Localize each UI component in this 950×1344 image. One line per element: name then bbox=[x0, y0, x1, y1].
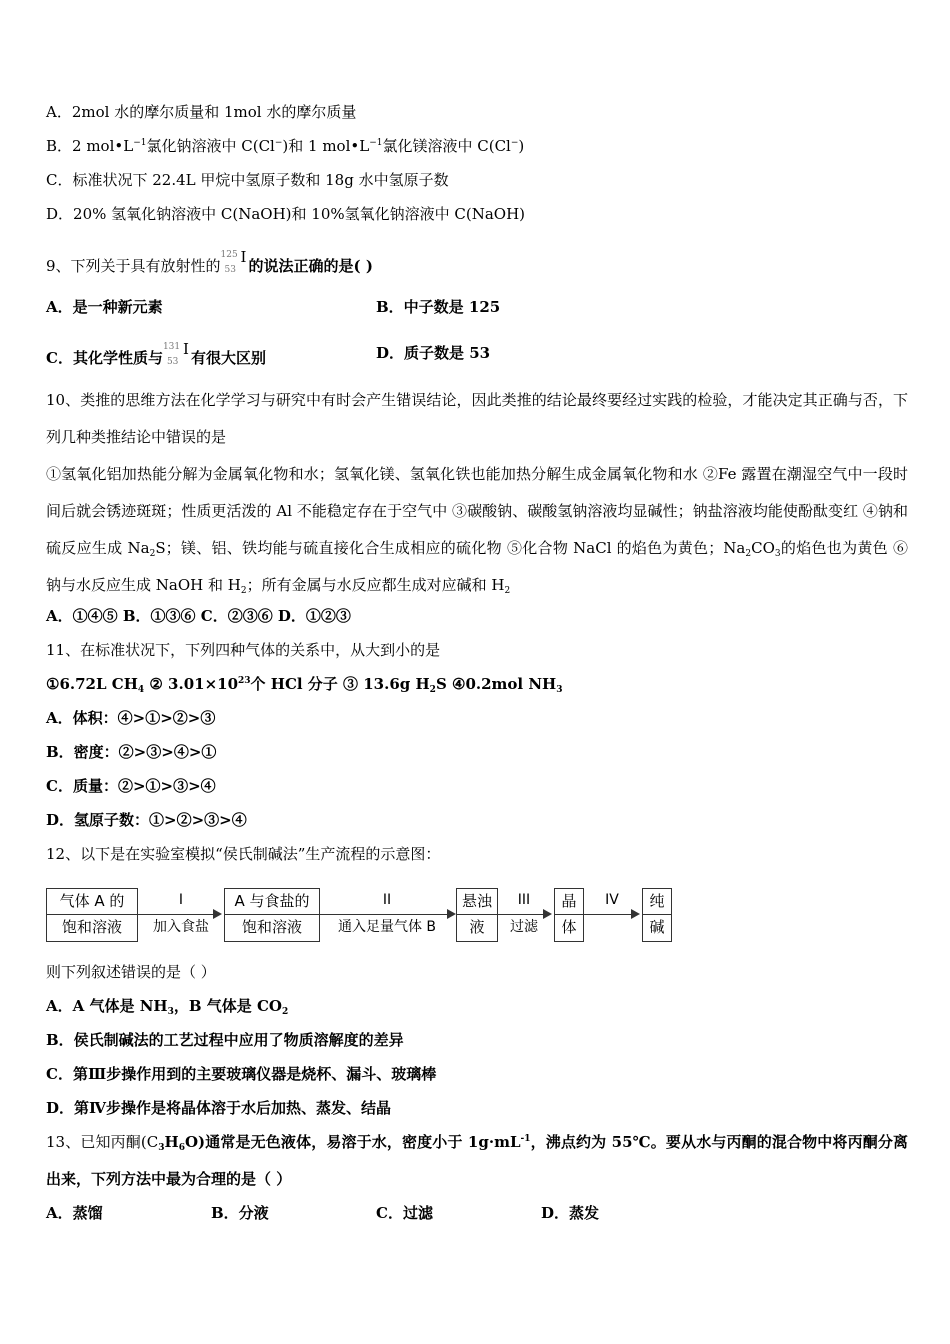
q13-option-b: B．分液 bbox=[211, 1204, 269, 1222]
q13-option-c: C．过滤 bbox=[376, 1204, 433, 1222]
q12-option-d: D．第Ⅳ步操作是将晶体溶于水后加热、蒸发、结晶 bbox=[46, 1099, 392, 1117]
q8-option-b: B．2 $mol•L^{-1}$氯化钠溶液中 C(Cl−)和 1 $mol•L^{-1}$氯化镁溶液中 C(Cl−) bbox=[46, 137, 525, 155]
flow-box-saturated-solution: A 与食盐的 饱和溶液 bbox=[224, 888, 320, 942]
q13-option-d: D．蒸发 bbox=[541, 1204, 600, 1222]
q9-option-c: C．其化学性质与 131 53 I 有很大区别 bbox=[46, 340, 266, 367]
q10-stem: 10、类推的思维方法在化学学习与研究中有时会产生错误结论，因此类推的结论最终要经过实践的检验，才能决定其正确与否，下列几种类推结论中错误的是 bbox=[46, 391, 908, 446]
q13-option-a: A．蒸馏 bbox=[46, 1204, 103, 1222]
q10-options: A．①④⑤ B．①③⑥ C．②③⑥ D．①②③ bbox=[46, 607, 351, 625]
flow-step3-num: III bbox=[517, 892, 531, 908]
q11-option-a: A．体积：④>①>②>③ bbox=[46, 709, 216, 727]
q13-stem: 13、已知丙酮$(C_3H_6O)$通常是无色液体，易溶于水，密度小于 $1g\cdot mL^{-1}$，沸点约为 55℃。要从水与丙酮的混合物中将丙酮分离出来，下列方法中最为合理的是（ ） bbox=[46, 1133, 908, 1188]
flow-step1-num: I bbox=[178, 892, 184, 908]
iodine-125-isotope: 125 53 I bbox=[220, 248, 247, 275]
q12-option-b: B．侯氏制碱法的工艺过程中应用了物质溶解度的差异 bbox=[46, 1031, 404, 1049]
flow-step2-num: II bbox=[382, 892, 392, 908]
flow-step2-text: 通入足量气体 B bbox=[337, 919, 437, 935]
q9-option-d: D．质子数是 53 bbox=[376, 344, 491, 362]
q11-option-b: B．密度：②>③>④>① bbox=[46, 743, 217, 761]
q12-stem: 12、以下是在实验室模拟“侯氏制碱法”生产流程的示意图： bbox=[46, 845, 441, 863]
q12-option-c: C．第Ⅲ步操作用到的主要玻璃仪器是烧杯、漏斗、玻璃棒 bbox=[46, 1065, 437, 1083]
q11-items: ①6.72L $CH_4$ ② $3.01\times 10^{23}$个 HCl 分子 ③ 13.6g $H_2S$ ④0.2mol $NH_3$ bbox=[46, 675, 563, 695]
q8-option-d: D．20% 氢氧化钠溶液中 C(NaOH)和 10%氢氧化钠溶液中 C(NaOH) bbox=[46, 205, 526, 223]
q10-body: ①氢氧化铝加热能分解为金属氧化物和水；氢氧化镁、氢氧化铁也能加热分解生成金属氧化物和水 ②Fe 露置在潮湿空气中一段时间后就会锈迹斑斑；性质更活泼的 Al 不能稳定存在于空气中 ③碳酸钠、碳酸氢钠溶液均显碱性；钠盐溶液均能使酚酞变红 ④钠和硫反应生成 $Na_2S$；镁、铝、铁均能与硫直接化合生成相应的硫化物 ⑤化合物 NaCl 的焰色为黄色；$Na_2CO_3$的焰色也为黄色 ⑥钠与水反应生成 NaOH 和 $H_2$；所有金属与水反应都生成对应碱和 $H_2$ bbox=[46, 465, 908, 596]
q11-option-d: D．氢原子数：①>②>③>④ bbox=[46, 811, 247, 829]
q9-option-b: B．中子数是 125 bbox=[376, 298, 501, 316]
flow-step4-num: IV bbox=[605, 892, 619, 908]
process-flow-diagram bbox=[46, 882, 676, 940]
q9-option-a: A．是一种新元素 bbox=[46, 298, 163, 316]
flow-box-soda-ash: 纯 碱 bbox=[642, 888, 672, 942]
q9-stem: 9、下列关于具有放射性的 125 53 I 的说法正确的是( ) bbox=[46, 248, 373, 275]
q12-option-a: A．A 气体是 $NH_3$，B 气体是 $CO_2$ bbox=[46, 997, 289, 1017]
q8-option-c: C．标准状况下 22.4L 甲烷中氢原子数和 18g 水中氢原子数 bbox=[46, 171, 449, 189]
flow-step3-text: 过滤 bbox=[510, 919, 538, 935]
q11-option-c: C．质量：②>①>③>④ bbox=[46, 777, 216, 795]
flow-box-gas-a: 气体 A 的 饱和溶液 bbox=[46, 888, 138, 942]
iodine-131-isotope: 131 53 I bbox=[162, 340, 189, 367]
flow-arrow-4 bbox=[584, 914, 638, 915]
q12-question: 则下列叙述错误的是（ ） bbox=[46, 963, 216, 981]
q11-stem: 11、在标准状况下，下列四种气体的关系中，从大到小的是 bbox=[46, 641, 441, 659]
flow-step1-text: 加入食盐 bbox=[153, 919, 209, 935]
flow-box-crystal: 晶 体 bbox=[554, 888, 584, 942]
flow-box-suspension: 悬浊 液 bbox=[456, 888, 498, 942]
q8-option-a: A．2mol 水的摩尔质量和 1mol 水的摩尔质量 bbox=[46, 103, 357, 121]
